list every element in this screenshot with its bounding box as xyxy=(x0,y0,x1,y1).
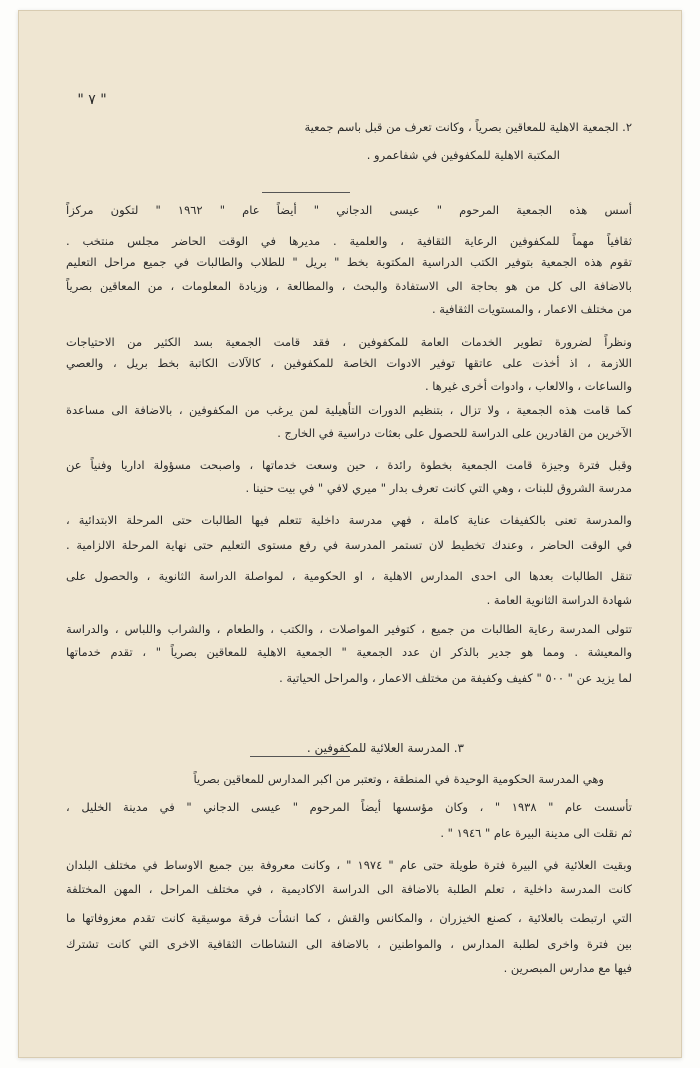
section-1-line: شهادة الدراسة الثانوية العامة . xyxy=(486,593,632,607)
section-1-line: الآخرين من القادرين على الدراسة للحصول على بعثات دراسية في الخارج . xyxy=(277,426,632,440)
section-1-line: تقوم هذه الجمعية بتوفير الكتب الدراسية المكتوبة بخط " بريل " للطلاب والطالبات في جميع مراحل التعليم xyxy=(66,255,632,269)
section-1-line: وقبل فترة وجيزة قامت الجمعية بخطوة رائدة ، حين وسعت خدماتها ، واصبحت مسؤولة اداريا وفنياً عن xyxy=(66,458,632,472)
section-1-line: تنقل الطالبات بعدها الى احدى المدارس الاهلية ، او الحكومية ، لمواصلة الدراسة الثانوية ، والحصول على xyxy=(66,569,632,583)
section-1-line: لما يزيد عن " ٥٠٠ " كفيف وكفيفة من مختلف الاعمار ، والمراحل الحياتية . xyxy=(279,671,632,685)
section-1-line: تتولى المدرسة رعاية الطالبات من جميع ، كتوفير المواصلات ، والكتب ، والطعام ، والشراب واللباس ، والدراسة xyxy=(66,622,632,636)
section-1-line: ثقافياً مهماً للمكفوفين الرعاية الثقافية ، والعلمية . مديرها في الوقت الحاضر مجلس منتخب . xyxy=(66,234,632,248)
section-2-title-underline xyxy=(250,756,350,757)
section-2-title: ٣. المدرسة العلائية للمكفوفين . xyxy=(306,741,464,755)
separator-rule xyxy=(262,192,350,193)
section-1-line: ونظراً لضرورة تطوير الخدمات العامة للمكفوفين ، فقد قامت الجمعية بسد الكثير من الاحتياجات xyxy=(66,335,632,349)
section-2-line: تأسست عام " ١٩٣٨ " ، وكان مؤسسها أيضاً المرحوم " عيسى الدجاني " في مدينة الخليل ، xyxy=(66,800,632,814)
section-1-line: اللازمة ، اذ أخذت على عاتقها توفير الادوات الخاصة للمكفوفين ، كالآلات الكاتبة بخط بريل ، والعصي xyxy=(66,356,632,370)
section-1-line: كما قامت هذه الجمعية ، ولا تزال ، بتنظيم الدورات التأهيلية لمن يرغب من المكفوفين ، بالاضافة الى مساعدة xyxy=(66,403,632,417)
section-1-line: من مختلف الاعمار ، والمستويات الثقافية . xyxy=(431,302,632,316)
section-1-line: بالاضافة الى كل من هو بحاجة الى الاستفادة والبحث ، والمطالعة ، وزيادة المعلومات ، من المعاقين بصرياً xyxy=(66,279,632,293)
section-heading-line-1: ٢. الجمعية الاهلية للمعاقين بصرياً ، وكانت تعرف من قبل باسم جمعية xyxy=(304,120,632,134)
section-1-line: في الوقت الحاضر ، وعندك تخطيط لان تستمر المدرسة في رفع مستوى التعليم حتى نهاية المرحلة الالزامية . xyxy=(66,538,632,552)
section-1-line: والمعيشة . ومما هو جدير بالذكر ان عدد الجمعية " الجمعية الاهلية للمعاقين بصرياً " ، تقدم خدماتها xyxy=(66,645,632,659)
section-2-line: فيها مع مدارس المبصرين . xyxy=(503,961,632,975)
page-number: " ٧ " xyxy=(77,92,107,108)
section-1-line: والساعات ، والالعاب ، وادوات أخرى غيرها . xyxy=(424,379,632,393)
section-1-line: والمدرسة تعنى بالكفيفات عناية كاملة ، فهي مدرسة داخلية تتعلم فيها الطالبات حتى المرحلة الابتدائية ، xyxy=(66,513,632,527)
section-2-line: وهي المدرسة الحكومية الوحيدة في المنطقة ، وتعتبر من اكبر المدارس للمعاقين بصرياً xyxy=(193,772,604,786)
section-2-line: وبقيت العلائية في البيرة فترة طويلة حتى عام " ١٩٧٤ " ، وكانت معروفة بين جميع الاوساط في مختلف البلدان xyxy=(66,858,632,872)
section-2-line: بين فترة واخرى لطلبة المدارس ، والمواطنين ، بالاضافة الى النشاطات الثقافية الاخرى التي كانت تشترك xyxy=(66,937,632,951)
section-1-line: أسس هذه الجمعية المرحوم " عيسى الدجاني " أيضاً عام " ١٩٦٢ " لتكون مركزاً xyxy=(66,203,632,217)
section-1-line: مدرسة الشروق للبنات ، وهي التي كانت تعرف بدار " ميري لافي " في بيت حنينا . xyxy=(245,481,632,495)
section-heading-line-2: المكتبة الاهلية للمكفوفين في شفاعمرو . xyxy=(366,148,560,162)
section-2-line: ثم نقلت الى مدينة البيرة عام " ١٩٤٦ " . xyxy=(440,826,632,840)
document-page xyxy=(18,10,682,1058)
section-2-line: كانت المدرسة داخلية ، تعلم الطلبة بالاضافة الى الدراسة الاكاديمية ، في مختلف المراحل ، المهن المختلفة xyxy=(66,882,632,896)
section-2-line: التي ارتبطت بالعلائية ، كصنع الخيزران ، والمكانس والقش ، كما انشأت فرقة موسيقية كانت تقدم معزوفاتها ما xyxy=(66,911,632,925)
